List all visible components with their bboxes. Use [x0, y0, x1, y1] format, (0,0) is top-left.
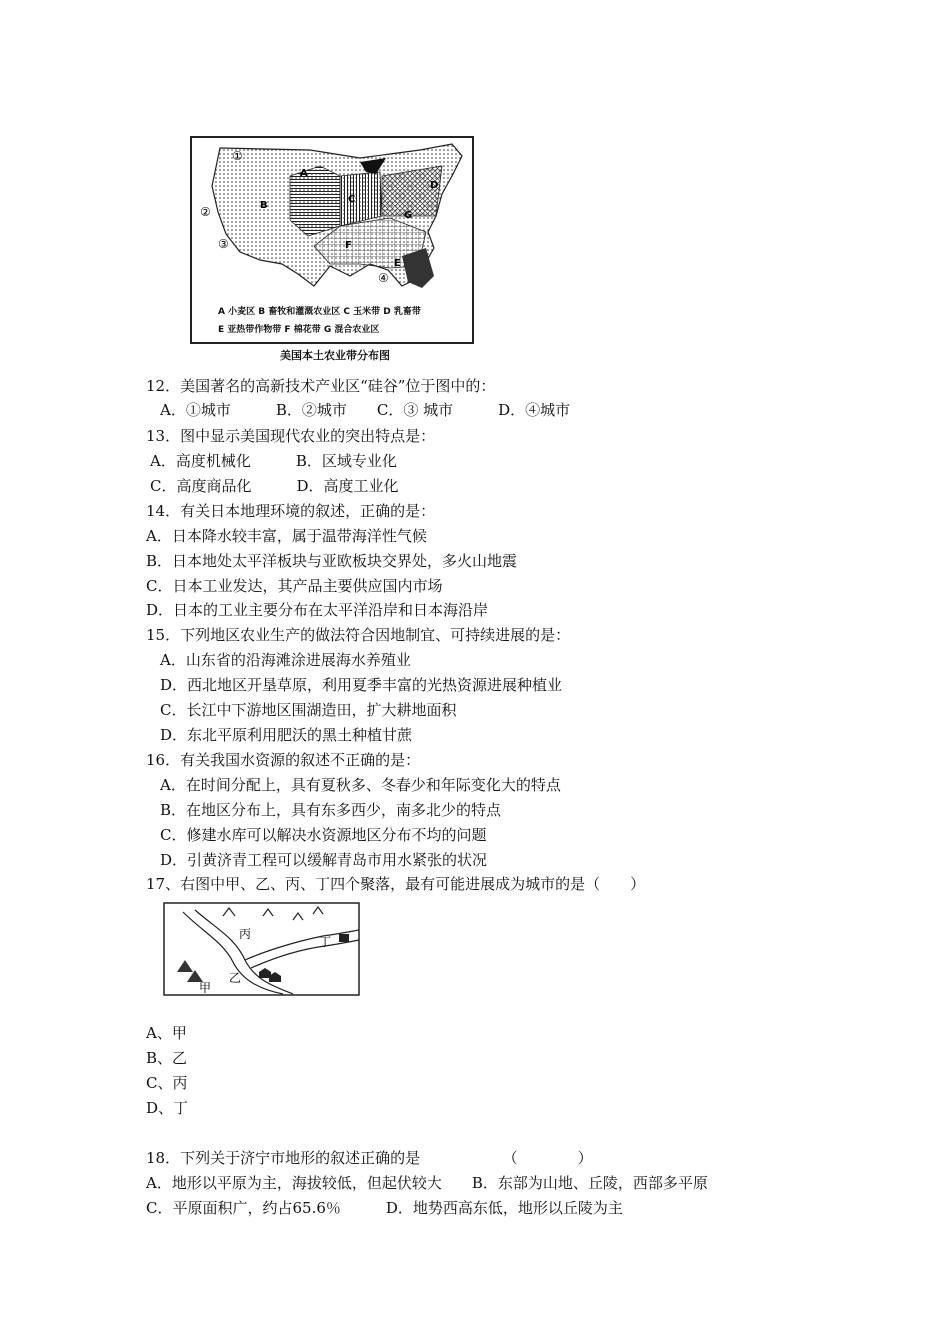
- q14-stem: 14．有关日本地理环境的叙述，正确的是：: [146, 502, 436, 520]
- q16-option-d: D．引黄济青工程可以缓解青岛市用水紧张的状况: [160, 851, 488, 869]
- map-label-g: G: [404, 210, 413, 221]
- q17-option-c: C、丙: [146, 1074, 188, 1092]
- q17-stem: 17、右图中甲、乙、丙、丁四个聚落，最有可能进展成为城市的是（ ）: [146, 875, 646, 893]
- q14-option-d: D．日本的工业主要分布在太平洋沿岸和日本海沿岸: [146, 601, 489, 619]
- map-caption: 美国本土农业带分布图: [280, 349, 390, 362]
- map-legend-row-2: E 亚热带作物带 F 棉花带 G 混合农业区: [218, 325, 380, 335]
- q14-option-a: A．日本降水较丰富，属于温带海洋性气候: [146, 527, 427, 545]
- belt-wheat: [290, 166, 340, 236]
- q15-option-c: C．长江中下游地区围湖造田，扩大耕地面积: [160, 701, 457, 719]
- map-label-city-3: ③: [218, 237, 229, 251]
- q15-stem: 15．下列地区农业生产的做法符合因地制宜、可持续进展的是：: [146, 626, 571, 644]
- q15-option-a: A．山东省的沿海滩涂进展海水养殖业: [160, 651, 411, 669]
- map-label-e: E: [394, 258, 401, 269]
- q17-option-d: D、丁: [146, 1099, 189, 1117]
- settlement-jia: 甲: [199, 981, 212, 995]
- q16-option-c: C．修建水库可以解决水资源地区分布不均的问题: [160, 826, 487, 844]
- settlement-bing: 丙: [239, 927, 252, 941]
- map-label-c: C: [348, 194, 356, 205]
- q13-stem: 13．图中显示美国现代农业的突出特点是：: [146, 427, 436, 445]
- q17-option-a: A、甲: [146, 1024, 187, 1042]
- map-label-b: B: [260, 200, 268, 211]
- map-label-f: F: [345, 240, 352, 251]
- settlement-drawing: [163, 902, 360, 996]
- us-agriculture-map: [190, 136, 474, 362]
- map-label-city-4: ④: [378, 271, 389, 285]
- map-label-city-1: ①: [232, 149, 243, 163]
- q18-options-row-1: A．地形以平原为主，海拔较低，但起伏较大 B．东部为山地、丘陵，西部多平原: [146, 1174, 708, 1192]
- q12-options: A．①城市 B．②城市 C．③ 城市 D．④城市: [160, 401, 571, 419]
- q13-options-row-1: A．高度机械化 B．区域专业化: [150, 452, 397, 470]
- settlement-map: [163, 902, 360, 996]
- q18-stem: 18．下列关于济宁市地形的叙述正确的是 （ ）: [146, 1149, 593, 1167]
- q17-option-b: B、乙: [146, 1049, 188, 1067]
- q15-option-d: D．东北平原利用肥沃的黑土种植甘蔗: [160, 726, 413, 744]
- map-label-city-2: ②: [200, 205, 211, 219]
- map-legend-row-1: A 小麦区 B 畜牧和灌溉农业区 C 玉米带 D 乳畜带: [218, 307, 421, 317]
- q13-options-row-2: C．高度商品化 D．高度工业化: [150, 477, 399, 495]
- q16-stem: 16．有关我国水资源的叙述不正确的是：: [146, 751, 421, 769]
- q14-option-b: B．日本地处太平洋板块与亚欧板块交界处，多火山地震: [146, 552, 518, 570]
- q12-stem: 12．美国著名的高新技术产业区“硅谷”位于图中的：: [146, 377, 496, 395]
- settlement-ding: 丁: [319, 935, 332, 949]
- settlement-yi: 乙: [229, 971, 242, 985]
- q14-option-c: C．日本工业发达，其产品主要供应国内市场: [146, 577, 443, 595]
- belt-corn: [340, 172, 382, 226]
- q16-option-a: A．在时间分配上，具有夏秋多、冬春少和年际变化大的特点: [160, 776, 561, 794]
- q16-option-b: B．在地区分布上，具有东多西少，南多北少的特点: [160, 801, 502, 819]
- map-label-d: D: [430, 180, 439, 191]
- q18-options-row-2: C．平原面积广，约占65.6％ D．地势西高东低，地形以丘陵为主: [146, 1199, 623, 1217]
- q15-option-b: D．西北地区开垦草原，利用夏季丰富的光热资源进展种植业: [160, 676, 563, 694]
- map-label-a: A: [300, 168, 308, 179]
